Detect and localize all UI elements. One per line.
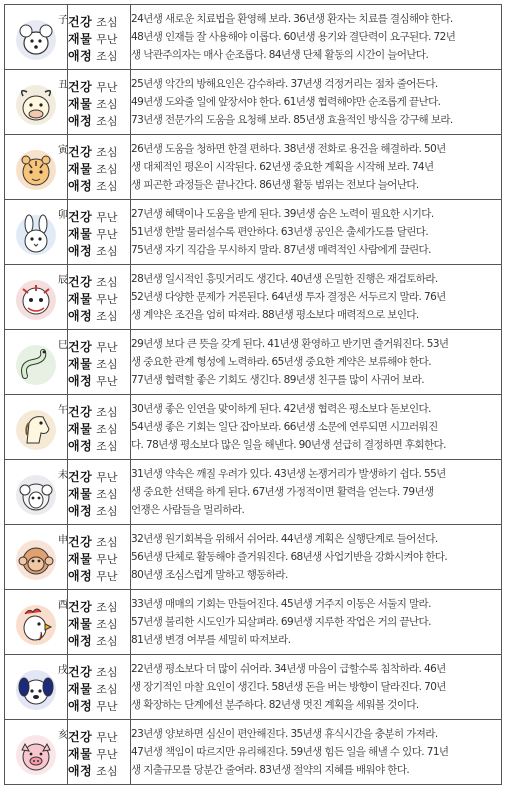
fortune-text-line: 다. 78년생 평소보다 많은 일을 해낸다. 90년생 섣급히 결정하면 후회한다. — [131, 439, 446, 451]
tiger-icon — [15, 149, 57, 191]
fortune-text-line: 22년생 평소보다 더 많이 쉬어라. 34년생 마음이 급할수록 침착하라. 46년 — [131, 663, 446, 675]
sign-cell — [5, 720, 68, 785]
health-value: 무난 — [96, 80, 118, 94]
love-value: 조심 — [96, 439, 118, 453]
love-label: 애정 — [68, 568, 93, 583]
wealth-line — [68, 744, 130, 761]
wealth-label: 재물 — [68, 421, 93, 436]
rabbit-icon — [15, 214, 57, 256]
fortune-text-line: 54년생 좋은 기회는 일단 잡아보라. 66년생 소문에 연루되면 시끄러워진 — [131, 421, 438, 433]
fortune-text-line: 24년생 새로운 치료법을 환영해 보라. 36년생 환자는 치료를 결심해야 한다. — [131, 13, 453, 25]
health-label: 건강 — [68, 664, 93, 679]
fortune-text-cell — [131, 200, 502, 265]
fortune-text-cell — [131, 265, 502, 330]
wealth-line — [68, 94, 130, 111]
health-line — [68, 272, 130, 289]
health-line — [68, 727, 130, 744]
fortune-text-line: 57년생 불리한 시도인가 되살펴라. 69년생 지루한 작업은 거의 끝난다. — [131, 616, 431, 628]
love-label: 애정 — [68, 503, 93, 518]
health-value: 조심 — [96, 145, 118, 159]
category-cell — [68, 70, 131, 135]
wealth-label: 재물 — [68, 486, 93, 501]
fortune-text-line: 생 중요한 선택을 하게 된다. 67년생 가정적이면 활력을 얻는다. 79년생 — [131, 486, 434, 498]
wealth-value: 조심 — [96, 682, 118, 696]
health-value: 조심 — [96, 275, 118, 289]
wealth-value: 조심 — [96, 422, 118, 436]
love-value: 조심 — [96, 49, 118, 63]
love-line — [68, 761, 130, 778]
fortune-text-cell — [131, 5, 502, 70]
fortune-row — [5, 200, 502, 265]
fortune-row — [5, 720, 502, 785]
sign-cell — [5, 200, 68, 265]
fortune-text-line: 80년생 조심스럽게 말하고 행동하라. — [131, 569, 288, 581]
fortune-row — [5, 655, 502, 720]
category-cell — [68, 330, 131, 395]
fortune-row — [5, 135, 502, 200]
zodiac-character: 酉 — [58, 600, 68, 611]
fortune-text-line: 52년생 다양한 문제가 거론된다. 64년생 투자 결정은 서두르지 말라. 76년 — [131, 291, 446, 303]
wealth-value: 무난 — [96, 227, 118, 241]
health-label: 건강 — [68, 79, 93, 94]
wealth-label: 재물 — [68, 746, 93, 761]
sheep-icon — [15, 474, 57, 516]
fortune-text-line: 29년생 보다 큰 뜻을 갖게 된다. 41년생 환영하고 반기면 즐거워진다. 53년 — [131, 338, 449, 350]
health-line — [68, 402, 130, 419]
love-line — [68, 696, 130, 713]
fortune-text-cell — [131, 395, 502, 460]
wealth-label: 재물 — [68, 551, 93, 566]
zodiac-character: 未 — [58, 470, 68, 481]
love-value: 조심 — [96, 179, 118, 193]
fortune-text-line: 56년생 단체로 활동해야 즐거워진다. 68년생 사업기반을 강화시켜야 한다. — [131, 551, 448, 563]
fortune-text-line: 33년생 매매의 기회는 만들어진다. 45년생 거주지 이동은 서둘지 말라. — [131, 598, 431, 610]
health-label: 건강 — [68, 534, 93, 549]
fortune-text-line: 28년생 일시적인 흥밋거리도 생긴다. 40년생 은밀한 진행은 재검토하라. — [131, 273, 438, 285]
fortune-text-cell — [131, 525, 502, 590]
health-line — [68, 77, 130, 94]
health-label: 건강 — [68, 339, 93, 354]
category-cell — [68, 460, 131, 525]
category-cell — [68, 200, 131, 265]
fortune-row — [5, 525, 502, 590]
fortune-text-cell — [131, 460, 502, 525]
love-label: 애정 — [68, 373, 93, 388]
wealth-value: 무난 — [96, 292, 118, 306]
zodiac-character: 午 — [58, 405, 68, 416]
health-value: 무난 — [96, 470, 118, 484]
wealth-label: 재물 — [68, 616, 93, 631]
category-cell — [68, 135, 131, 200]
wealth-label: 재물 — [68, 31, 93, 46]
love-line — [68, 176, 130, 193]
love-label: 애정 — [68, 438, 93, 453]
zodiac-character: 丑 — [58, 80, 68, 91]
health-line — [68, 207, 130, 224]
health-label: 건강 — [68, 599, 93, 614]
health-line — [68, 467, 130, 484]
wealth-value: 조심 — [96, 487, 118, 501]
wealth-label: 재물 — [68, 161, 93, 176]
fortune-text-line: 31년생 약속은 깨질 우려가 있다. 43년생 논쟁거리가 발생하기 쉽다. 55년 — [131, 468, 446, 480]
fortune-text-line: 생 지출규모를 당분간 줄여라. 83년생 절약의 지혜를 배워야 한다. — [131, 764, 410, 776]
health-value: 무난 — [96, 210, 118, 224]
fortune-text-line: 75년생 자기 직감을 무시하지 말라. 87년생 매력적인 사람에게 끌린다. — [131, 244, 431, 256]
fortune-row — [5, 5, 502, 70]
fortune-text-line: 생 중요한 관계 형성에 노력하라. 65년생 중요한 계약은 보류해야 한다. — [131, 356, 431, 368]
zodiac-character: 寅 — [58, 145, 68, 156]
fortune-text-line: 언쟁은 사람들을 멀리하라. — [131, 504, 245, 516]
fortune-text-line: 49년생 도와줄 일에 앞장서야 한다. 61년생 협력해야만 순조롭게 끝난다. — [131, 96, 441, 108]
fortune-text-line: 30년생 좋은 인연을 맞이하게 된다. 42년생 협력은 평소보다 돋보인다. — [131, 403, 431, 415]
zodiac-character: 子 — [58, 15, 68, 26]
wealth-line — [68, 549, 130, 566]
health-label: 건강 — [68, 469, 93, 484]
love-label: 애정 — [68, 308, 93, 323]
wealth-line — [68, 679, 130, 696]
health-value: 조심 — [96, 600, 118, 614]
fortune-text-line: 생 낙관주의자는 매사 순조롭다. 84년생 단체 활동의 시간이 늘어난다. — [131, 49, 429, 61]
love-label: 애정 — [68, 698, 93, 713]
wealth-label: 재물 — [68, 96, 93, 111]
fortune-table — [4, 4, 502, 785]
love-label: 애정 — [68, 763, 93, 778]
health-value: 조심 — [96, 405, 118, 419]
love-line — [68, 111, 130, 128]
fortune-text-line: 47년생 책임이 따르지만 유리해진다. 59년생 힘든 일을 해낼 수 있다. 71년 — [131, 746, 449, 758]
category-cell — [68, 395, 131, 460]
wealth-value: 무난 — [96, 747, 118, 761]
health-value: 무난 — [96, 730, 118, 744]
fortune-text-line: 26년생 도움을 청하면 한결 편하다. 38년생 전화로 용건을 해결하라. 50년 — [131, 143, 446, 155]
love-label: 애정 — [68, 113, 93, 128]
love-value: 무난 — [96, 569, 118, 583]
health-label: 건강 — [68, 209, 93, 224]
love-line — [68, 371, 130, 388]
fortune-text-line: 생 계약은 조건을 엄히 따져라. 88년생 평소보다 매력적으로 보인다. — [131, 309, 419, 321]
health-line — [68, 337, 130, 354]
dog-icon — [15, 669, 57, 711]
wealth-line — [68, 224, 130, 241]
love-line — [68, 306, 130, 323]
zodiac-character: 巳 — [58, 340, 68, 351]
health-label: 건강 — [68, 404, 93, 419]
monkey-icon — [15, 539, 57, 581]
sign-cell — [5, 330, 68, 395]
health-value: 조심 — [96, 665, 118, 679]
love-line — [68, 46, 130, 63]
wealth-label: 재물 — [68, 291, 93, 306]
fortune-text-line: 81년생 변경 여부를 세밀히 따져보라. — [131, 634, 291, 646]
sign-cell — [5, 395, 68, 460]
fortune-text-line: 73년생 전문가의 도움을 요청해 보라. 85년생 효율적인 방식을 강구해 보라. — [131, 114, 453, 126]
category-cell — [68, 265, 131, 330]
zodiac-character: 戌 — [58, 665, 68, 676]
ox-icon — [15, 84, 57, 126]
fortune-row — [5, 265, 502, 330]
rat-icon — [15, 19, 57, 61]
wealth-value: 무난 — [96, 32, 118, 46]
love-line — [68, 436, 130, 453]
health-label: 건강 — [68, 729, 93, 744]
wealth-value: 조심 — [96, 357, 118, 371]
fortune-row — [5, 395, 502, 460]
wealth-label: 재물 — [68, 356, 93, 371]
wealth-line — [68, 354, 130, 371]
fortune-text-line: 생 피곤한 과정들은 끝나간다. 86년생 활동 범위는 전보다 늘어난다. — [131, 179, 419, 191]
health-value: 무난 — [96, 340, 118, 354]
health-value: 조심 — [96, 15, 118, 29]
sign-cell — [5, 525, 68, 590]
zodiac-character: 卯 — [58, 210, 68, 221]
category-cell — [68, 590, 131, 655]
fortune-row — [5, 70, 502, 135]
health-label: 건강 — [68, 274, 93, 289]
wealth-value: 조심 — [96, 617, 118, 631]
love-label: 애정 — [68, 48, 93, 63]
love-value: 조심 — [96, 764, 118, 778]
fortune-text-cell — [131, 70, 502, 135]
wealth-line — [68, 29, 130, 46]
category-cell — [68, 5, 131, 70]
wealth-line — [68, 614, 130, 631]
zodiac-character: 亥 — [58, 730, 68, 741]
fortune-row — [5, 590, 502, 655]
love-line — [68, 631, 130, 648]
pig-icon — [15, 734, 57, 776]
fortune-text-line: 32년생 원기회복을 위해서 쉬어라. 44년생 계획은 실행단계로 들어선다. — [131, 533, 438, 545]
category-cell — [68, 655, 131, 720]
fortune-text-cell — [131, 590, 502, 655]
sign-cell — [5, 590, 68, 655]
horse-icon — [15, 409, 57, 451]
wealth-label: 재물 — [68, 226, 93, 241]
love-value: 조심 — [96, 634, 118, 648]
fortune-text-cell — [131, 655, 502, 720]
health-line — [68, 142, 130, 159]
fortune-text-line: 생 대체적인 평온이 시작된다. 62년생 중요한 계획을 시작해 보라. 74년 — [131, 161, 434, 173]
fortune-text-line: 51년생 한발 물러설수록 편안하다. 63년생 공인은 출세가도를 달린다. — [131, 226, 429, 238]
wealth-line — [68, 289, 130, 306]
love-value: 무난 — [96, 699, 118, 713]
wealth-value: 조심 — [96, 97, 118, 111]
fortune-text-line: 25년생 악간의 방해요인은 감수하라. 37년생 걱정거리는 점차 줄어든다. — [131, 78, 438, 90]
wealth-line — [68, 419, 130, 436]
health-label: 건강 — [68, 144, 93, 159]
health-value: 조심 — [96, 535, 118, 549]
health-line — [68, 12, 130, 29]
love-line — [68, 566, 130, 583]
snake-icon — [15, 344, 57, 386]
wealth-value: 조심 — [96, 162, 118, 176]
sign-cell — [5, 70, 68, 135]
health-line — [68, 662, 130, 679]
love-value: 조심 — [96, 114, 118, 128]
fortune-text-cell — [131, 135, 502, 200]
love-label: 애정 — [68, 633, 93, 648]
fortune-text-line: 48년생 인재들 잘 사용해야 이롭다. 60년생 용기와 결단력이 요구된다. 72년 — [131, 31, 456, 43]
health-label: 건강 — [68, 14, 93, 29]
sign-cell — [5, 265, 68, 330]
fortune-text-line: 생 확장하는 단계에선 분주하다. 82년생 멋진 계획을 세워볼 것이다. — [131, 699, 419, 711]
sign-cell — [5, 655, 68, 720]
sign-cell — [5, 5, 68, 70]
fortune-text-line: 생 장기적인 마찰 요인이 생긴다. 58년생 돈을 버는 방향이 달라진다. 70년 — [131, 681, 446, 693]
wealth-line — [68, 159, 130, 176]
health-line — [68, 597, 130, 614]
wealth-label: 재물 — [68, 681, 93, 696]
love-label: 애정 — [68, 243, 93, 258]
sign-cell — [5, 460, 68, 525]
zodiac-character: 辰 — [58, 275, 68, 286]
wealth-value: 무난 — [96, 552, 118, 566]
category-cell — [68, 525, 131, 590]
love-value: 조심 — [96, 244, 118, 258]
health-line — [68, 532, 130, 549]
zodiac-character: 申 — [58, 535, 68, 546]
sign-cell — [5, 135, 68, 200]
rooster-icon — [15, 604, 57, 646]
love-line — [68, 501, 130, 518]
fortune-text-line: 23년생 양보하면 심신이 편안해진다. 35년생 휴식시간을 충분히 가져라. — [131, 728, 438, 740]
love-label: 애정 — [68, 178, 93, 193]
love-value: 조심 — [96, 309, 118, 323]
fortune-text-cell — [131, 330, 502, 395]
dragon-icon — [15, 279, 57, 321]
fortune-text-cell — [131, 720, 502, 785]
category-cell — [68, 720, 131, 785]
love-line — [68, 241, 130, 258]
love-value: 조심 — [96, 504, 118, 518]
fortune-row — [5, 460, 502, 525]
love-value: 무난 — [96, 374, 118, 388]
fortune-text-line: 77년생 협력할 좋은 기회도 생긴다. 89년생 친구를 많이 사귀어 보라. — [131, 374, 425, 386]
fortune-row — [5, 330, 502, 395]
fortune-text-line: 27년생 혜택이나 도움을 받게 된다. 39년생 숨은 노력이 필요한 시기다. — [131, 208, 434, 220]
wealth-line — [68, 484, 130, 501]
